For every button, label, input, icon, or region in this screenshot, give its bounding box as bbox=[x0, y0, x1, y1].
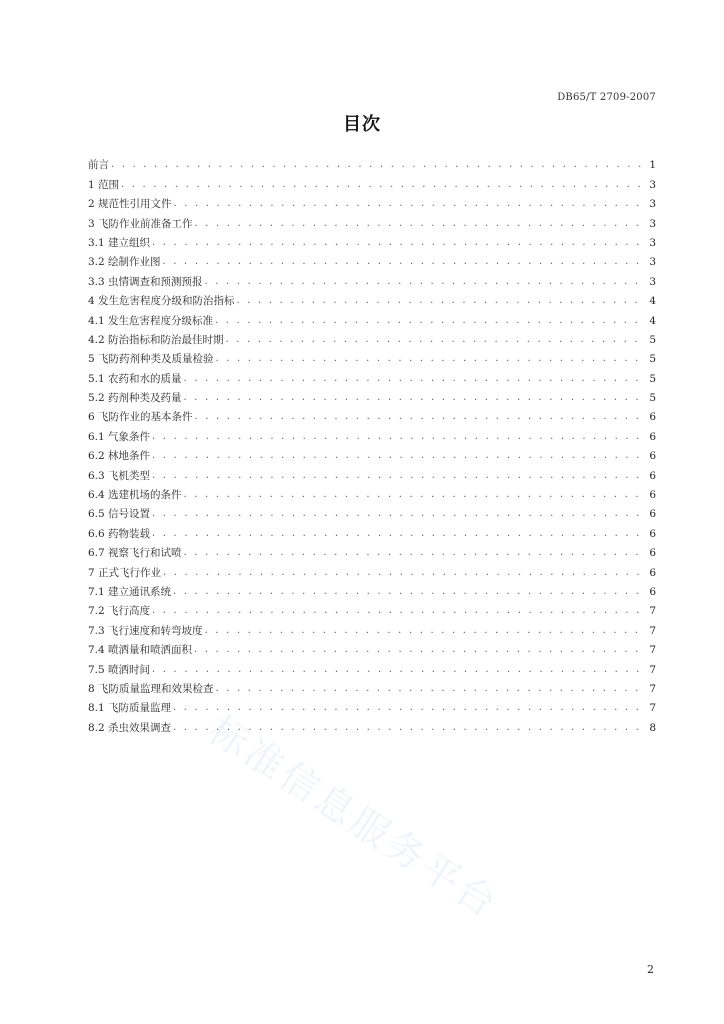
toc-entry[interactable] bbox=[88, 172, 656, 191]
dot-leader bbox=[205, 624, 642, 638]
toc-entry-page: 3 bbox=[649, 256, 656, 269]
toc-entry[interactable] bbox=[88, 483, 656, 502]
toc-entry[interactable] bbox=[88, 696, 656, 715]
document-code: DB65/T 2709-2007 bbox=[557, 92, 656, 103]
toc-entry[interactable] bbox=[88, 231, 656, 250]
toc-entry-page: 5 bbox=[649, 333, 656, 346]
toc-entry-label: 4.1 发生危害程度分级标准 bbox=[88, 314, 214, 327]
toc-entry-page: 6 bbox=[649, 566, 656, 579]
toc-entry[interactable] bbox=[88, 347, 656, 366]
toc-entry[interactable] bbox=[88, 308, 656, 327]
toc-entry-page: 6 bbox=[649, 450, 656, 463]
toc-entry-label: 7.5 喷洒时间 bbox=[88, 663, 151, 676]
toc-entry-label: 7.2 飞行高度 bbox=[88, 605, 151, 618]
toc-entry-label: 3.2 绘制作业图 bbox=[88, 256, 161, 269]
toc-entry-page: 6 bbox=[649, 508, 656, 521]
dot-leader bbox=[216, 682, 642, 696]
dot-leader bbox=[152, 430, 642, 444]
toc-entry-page: 3 bbox=[649, 275, 656, 288]
toc-entry-page: 3 bbox=[649, 178, 656, 191]
dot-leader bbox=[152, 663, 642, 677]
toc-entry-label: 8.1 飞防质量监理 bbox=[88, 702, 172, 715]
toc-entry-page: 5 bbox=[649, 372, 656, 385]
toc-entry-page: 6 bbox=[649, 469, 656, 482]
toc-entry[interactable] bbox=[88, 250, 656, 269]
toc-entry[interactable] bbox=[88, 521, 656, 540]
toc-entry[interactable] bbox=[88, 541, 656, 560]
dot-leader bbox=[184, 372, 642, 386]
toc-entry-page: 7 bbox=[649, 624, 656, 637]
dot-leader bbox=[237, 294, 642, 308]
table-of-contents bbox=[88, 153, 656, 735]
dot-leader bbox=[184, 391, 642, 405]
toc-entry[interactable] bbox=[88, 269, 656, 288]
toc-entry-label: 4.2 防治指标和防治最佳时期 bbox=[88, 333, 224, 346]
toc-entry[interactable] bbox=[88, 366, 656, 385]
toc-entry-page: 7 bbox=[649, 682, 656, 695]
toc-entry-label: 2 规范性引用文件 bbox=[88, 198, 172, 211]
toc-entry-label: 7.3 飞行速度和转弯坡度 bbox=[88, 624, 203, 637]
dot-leader bbox=[184, 488, 642, 502]
dot-leader bbox=[226, 333, 642, 347]
dot-leader bbox=[184, 546, 642, 560]
toc-entry-label: 8.2 杀虫效果调查 bbox=[88, 721, 172, 734]
dot-leader bbox=[111, 158, 642, 172]
toc-entry[interactable] bbox=[88, 444, 656, 463]
dot-leader bbox=[163, 255, 642, 269]
toc-entry-label: 前言 bbox=[88, 159, 109, 172]
dot-leader bbox=[121, 178, 642, 192]
toc-entry[interactable] bbox=[88, 638, 656, 657]
toc-entry[interactable] bbox=[88, 405, 656, 424]
toc-entry-page: 6 bbox=[649, 411, 656, 424]
toc-entry-label: 1 范围 bbox=[88, 178, 120, 191]
toc-entry-label: 6.2 林地条件 bbox=[88, 450, 151, 463]
toc-entry-page: 7 bbox=[649, 644, 656, 657]
toc-entry[interactable] bbox=[88, 502, 656, 521]
dot-leader bbox=[152, 604, 642, 618]
toc-entry[interactable] bbox=[88, 153, 656, 172]
toc-entry-label: 6.6 药物装载 bbox=[88, 527, 151, 540]
toc-entry-page: 5 bbox=[649, 353, 656, 366]
toc-entry-label: 5 飞防药剂种类及质量检验 bbox=[88, 353, 214, 366]
toc-entry-page: 5 bbox=[649, 392, 656, 405]
toc-entry-page: 6 bbox=[649, 527, 656, 540]
toc-entry[interactable] bbox=[88, 599, 656, 618]
toc-entry-page: 4 bbox=[649, 314, 656, 327]
toc-entry-page: 3 bbox=[649, 198, 656, 211]
dot-leader bbox=[152, 507, 642, 521]
toc-entry-label: 7 正式飞行作业 bbox=[88, 566, 162, 579]
dot-leader bbox=[195, 217, 642, 231]
toc-entry-page: 7 bbox=[649, 702, 656, 715]
dot-leader bbox=[216, 352, 642, 366]
dot-leader bbox=[163, 566, 642, 580]
dot-leader bbox=[215, 314, 642, 328]
watermark-text: 标准信息服务平台 bbox=[201, 707, 507, 928]
toc-entry-page: 1 bbox=[649, 159, 656, 172]
dot-leader bbox=[174, 197, 642, 211]
page-number: 2 bbox=[647, 963, 654, 976]
toc-entry[interactable] bbox=[88, 715, 656, 734]
toc-entry-label: 6.4 选建机场的条件 bbox=[88, 489, 182, 502]
toc-entry-page: 6 bbox=[649, 489, 656, 502]
toc-entry[interactable] bbox=[88, 677, 656, 696]
toc-entry-page: 6 bbox=[649, 547, 656, 560]
dot-leader bbox=[152, 236, 642, 250]
toc-entry-label: 6.5 信号设置 bbox=[88, 508, 151, 521]
toc-entry-page: 6 bbox=[649, 585, 656, 598]
toc-entry-label: 3.1 建立组织 bbox=[88, 236, 151, 249]
toc-entry[interactable] bbox=[88, 211, 656, 230]
toc-entry[interactable] bbox=[88, 328, 656, 347]
toc-entry-label: 3 飞防作业前准备工作 bbox=[88, 217, 193, 230]
dot-leader bbox=[152, 469, 642, 483]
toc-entry-label: 5.2 药剂种类及药量 bbox=[88, 392, 182, 405]
toc-entry-label: 6.1 气象条件 bbox=[88, 430, 151, 443]
dot-leader bbox=[173, 585, 642, 599]
toc-entry[interactable] bbox=[88, 386, 656, 405]
toc-entry-label: 7.1 建立通讯系统 bbox=[88, 585, 172, 598]
toc-entry-label: 6.7 视察飞行和试喷 bbox=[88, 547, 182, 560]
dot-leader bbox=[173, 721, 642, 735]
toc-entry[interactable] bbox=[88, 657, 656, 676]
toc-entry-label: 6 飞防作业的基本条件 bbox=[88, 411, 193, 424]
toc-entry-label: 8 飞防质量监理和效果检查 bbox=[88, 682, 214, 695]
dot-leader bbox=[194, 643, 642, 657]
toc-entry[interactable] bbox=[88, 289, 656, 308]
toc-entry-label: 3.3 虫情调查和预测预报 bbox=[88, 275, 203, 288]
toc-entry[interactable] bbox=[88, 424, 656, 443]
dot-leader bbox=[152, 527, 642, 541]
toc-entry[interactable] bbox=[88, 560, 656, 579]
toc-entry-page: 3 bbox=[649, 236, 656, 249]
toc-entry-page: 8 bbox=[649, 721, 656, 734]
dot-leader bbox=[173, 701, 642, 715]
toc-entry-page: 7 bbox=[649, 663, 656, 676]
page-title: 目次 bbox=[343, 114, 381, 135]
dot-leader bbox=[205, 275, 642, 289]
toc-entry-page: 4 bbox=[649, 295, 656, 308]
toc-entry[interactable] bbox=[88, 463, 656, 482]
toc-entry-page: 6 bbox=[649, 430, 656, 443]
dot-leader bbox=[195, 410, 642, 424]
toc-entry-label: 4 发生危害程度分级和防治指标 bbox=[88, 295, 235, 308]
toc-entry-label: 6.3 飞机类型 bbox=[88, 469, 151, 482]
toc-entry[interactable] bbox=[88, 618, 656, 637]
toc-entry-page: 7 bbox=[649, 605, 656, 618]
toc-entry-page: 3 bbox=[649, 217, 656, 230]
toc-entry-label: 7.4 喷洒量和喷洒面积 bbox=[88, 644, 193, 657]
toc-entry[interactable] bbox=[88, 192, 656, 211]
dot-leader bbox=[152, 449, 642, 463]
toc-entry[interactable] bbox=[88, 580, 656, 599]
toc-entry-label: 5.1 农药和水的质量 bbox=[88, 372, 182, 385]
